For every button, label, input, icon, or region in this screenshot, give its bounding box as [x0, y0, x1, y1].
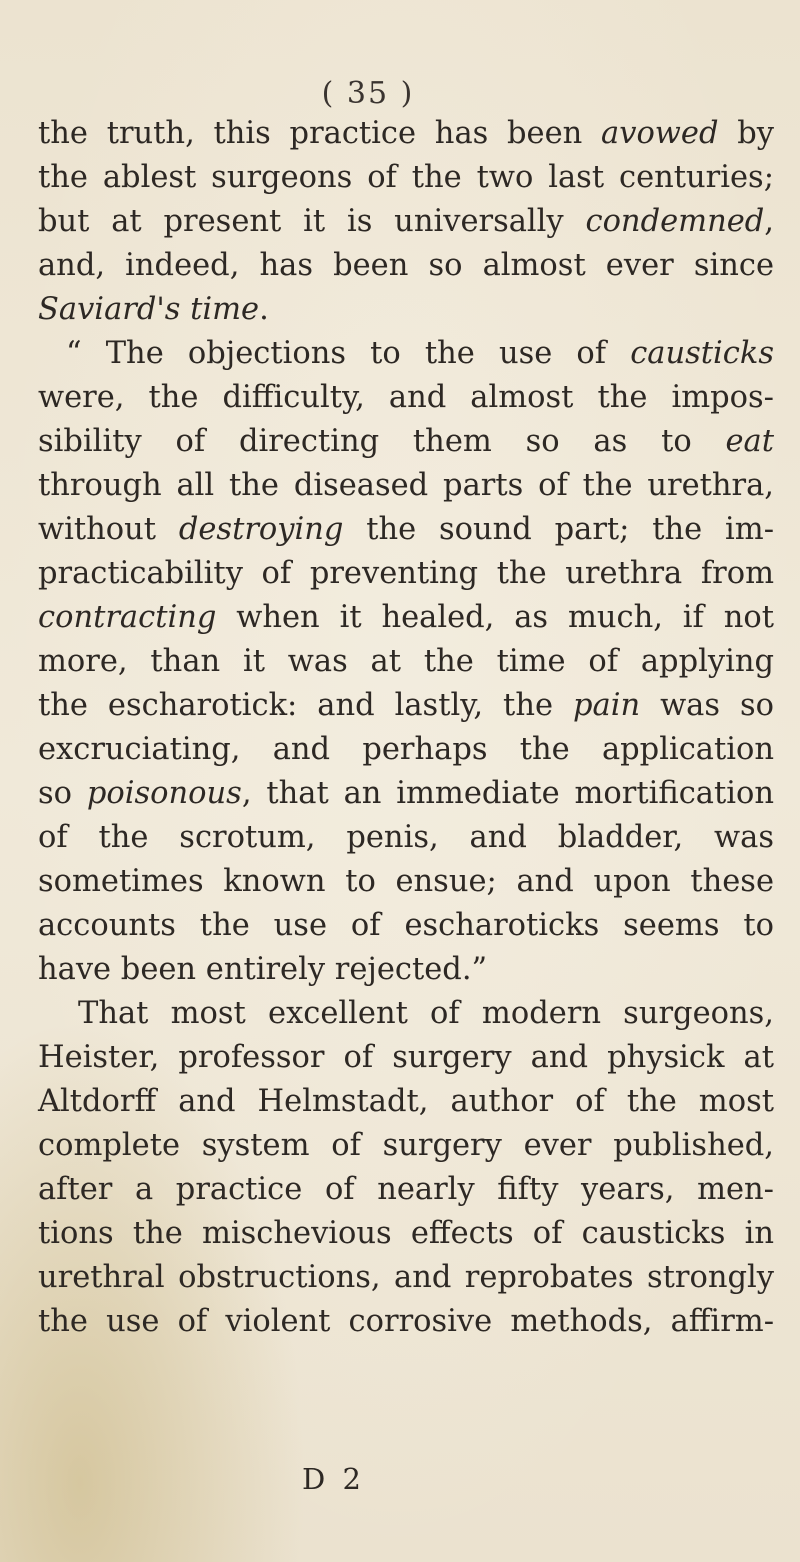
text-line: through all the diseased parts of the urethra, — [38, 468, 774, 503]
text-line: have been entirely rejected.” — [38, 952, 488, 987]
text-line: the ablest surgeons of the two last centuries; — [38, 160, 774, 195]
text-line: so poisonous, that an immediate mortification — [38, 776, 775, 811]
signature-mark: D 2 — [302, 1462, 365, 1496]
page-number: ( 35 ) — [321, 76, 415, 111]
text-line: more, than it was at the time of applying — [38, 644, 774, 679]
text-line: accounts the use of escharoticks seems to — [38, 908, 774, 943]
text-line: the truth, this practice has been avowed by — [38, 116, 774, 151]
text-line: That most excellent of modern surgeons, — [78, 996, 774, 1031]
text-line: after a practice of nearly fifty years, men- — [38, 1172, 774, 1207]
body-text — [38, 112, 774, 1344]
text-line: contracting when it healed, as much, if not — [38, 600, 774, 635]
text-line: Saviard's time. — [38, 292, 269, 327]
text-line: sometimes known to ensue; and upon these — [38, 864, 774, 899]
text-line: but at present it is universally condemned, — [38, 204, 774, 239]
text-line: the escharotick: and lastly, the pain was so — [38, 688, 774, 723]
text-line: “ The objections to the use of causticks — [66, 336, 774, 371]
text-line: tions the mischevious effects of causticks in — [38, 1216, 774, 1251]
text-line: Heister, professor of surgery and physick at — [38, 1040, 774, 1075]
text-line: without destroying the sound part; the im- — [38, 512, 774, 547]
text-line: excruciating, and perhaps the application — [38, 732, 774, 767]
text-line: and, indeed, has been so almost ever since — [38, 248, 774, 283]
text-line: practicability of preventing the urethra from — [38, 556, 774, 591]
text-line: Altdorff and Helmstadt, author of the most — [38, 1084, 774, 1119]
text-line: sibility of directing them so as to eat — [38, 424, 774, 459]
text-line: urethral obstructions, and reprobates strongly — [38, 1260, 774, 1295]
text-line: were, the difficulty, and almost the impos- — [38, 380, 774, 415]
text-line: of the scrotum, penis, and bladder, was — [38, 820, 774, 855]
text-line: the use of violent corrosive methods, affirm- — [38, 1304, 774, 1339]
text-line: complete system of surgery ever published, — [38, 1128, 774, 1163]
